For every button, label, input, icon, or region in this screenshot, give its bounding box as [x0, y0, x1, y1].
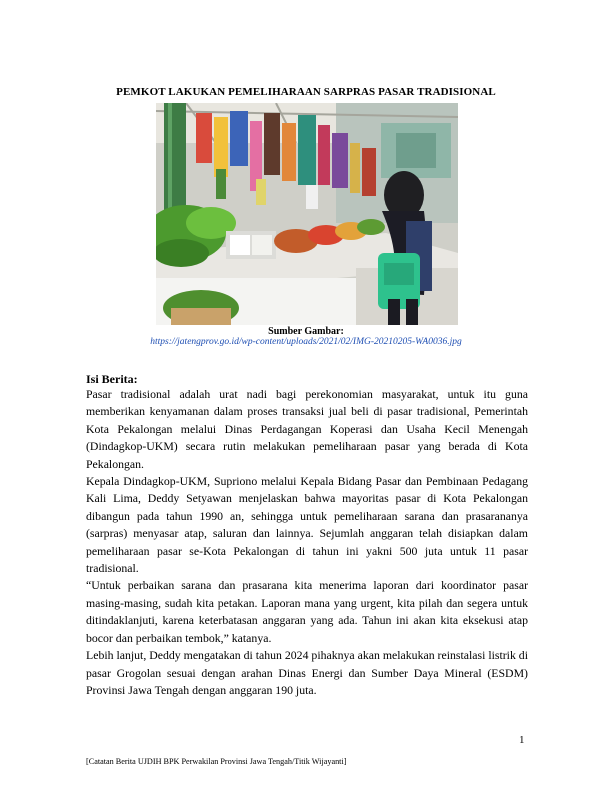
page-number: 1 — [519, 734, 525, 746]
paragraph: Pasar tradisional adalah urat nadi bagi perekonomian masyarakat, untuk itu guna memberikan kenyamanan dalam proses transaksi jual beli di pasar tradisional, Pemerintah Kota Pekalongan melalui Dinas Perdagangan Koperasi dan Usaha Kecil Menengah (Dindagkop-UKM) secara rutin melakukan pemeliharaan pasar yang berada di Kota Pekalongan. — [86, 387, 528, 471]
article-body — [86, 386, 528, 699]
paragraph: “Untuk perbaikan sarana dan prasarana kita menerima laporan dari koordinator pasar masing-masing, sudah kita petakan. Laporan mana yang urgent, kita pilah dan segera untuk ditindaklanjuti, karena keterbatasan anggaran yang ada. Tahun ini akan kita eksekusi atap bocor dan perbaikan tembok,” katanya. — [86, 578, 528, 645]
paragraph: Kepala Dindagkop-UKM, Supriono melalui Kepala Bidang Pasar dan Pembinaan Pedagang Kali Lima, Deddy Setyawan menjelaskan bahwa mayoritas pasar di Kota Pekalongan dibangun pada tahun 1990 an, sehingga untuk pemeliharaan sarana dan prasarananya (sarpras) menyasar atap, saluran dan lainnya. Sejumlah anggaran telah disiapkan dalam pemeliharaan pasar se-Kota Pekalongan di tahun ini yakni 500 juta untuk 11 pasar tradisional. — [86, 474, 528, 576]
image-source-link[interactable]: https://jatengprov.go.id/wp-content/uploads/2021/02/IMG-20210205-WA0036.jpg — [150, 337, 462, 347]
footer-note: [Catatan Berita UJDIH BPK Perwakilan Provinsi Jawa Tengah/Titik Wijayanti] — [86, 757, 347, 766]
paragraph: Lebih lanjut, Deddy mengatakan di tahun 2024 pihaknya akan melakukan reinstalasi listrik di pasar Grogolan sesuai dengan arahan Dinas Energi dan Sumber Daya Mineral (ESDM) Provinsi Jawa Tengah dengan anggaran 190 juta. — [86, 648, 528, 697]
document-title: PEMKOT LAKUKAN PEMELIHARAAN SARPRAS PASAR TRADISIONAL — [116, 86, 496, 98]
section-heading: Isi Berita: — [86, 372, 138, 386]
market-photo — [156, 103, 458, 325]
image-caption-label: Sumber Gambar: — [268, 326, 344, 337]
